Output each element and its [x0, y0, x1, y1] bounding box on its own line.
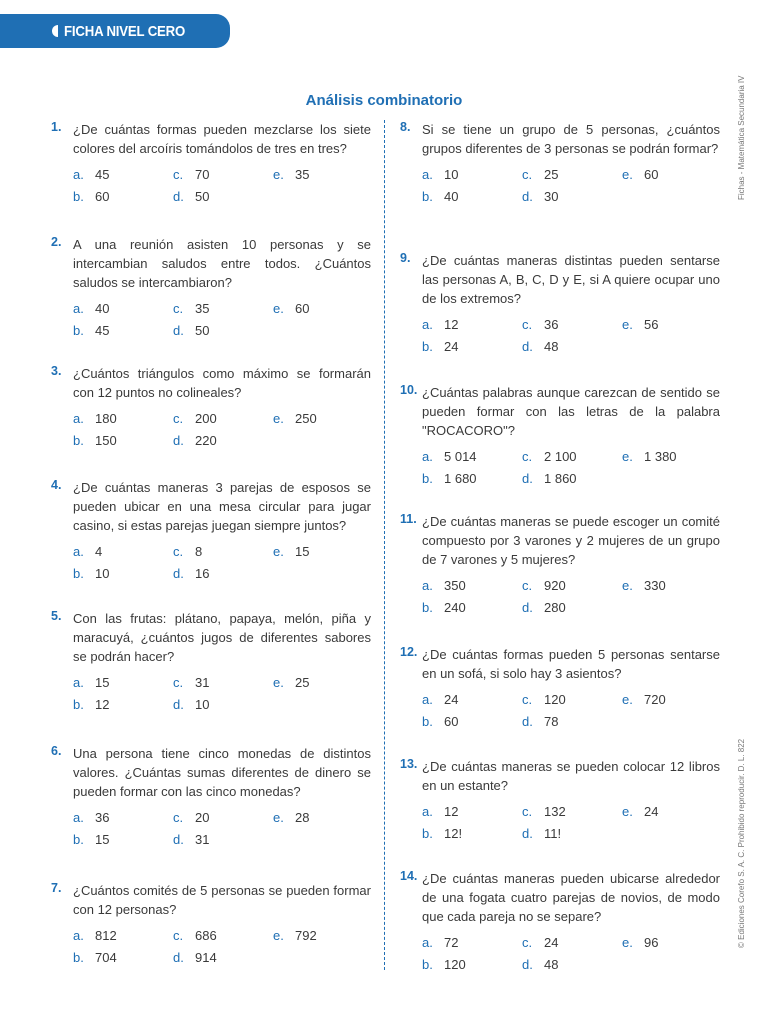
question-text: Una persona tiene cinco monedas de distintos valores. ¿Cuántas sumas diferentes de dinero se pueden formar con las cinco monedas?	[73, 746, 371, 799]
option-value: 60	[644, 167, 659, 182]
answer-option	[73, 830, 173, 849]
option-value: 250	[295, 411, 317, 426]
question-text: Si se tiene un grupo de 5 personas, ¿cuántos grupos diferentes de 3 personas se podrán formar?	[422, 122, 720, 156]
option-value: 1 680	[444, 471, 477, 486]
answer-option	[422, 165, 522, 184]
option-value: 30	[544, 189, 559, 204]
question-item	[400, 383, 720, 488]
answer-option	[422, 315, 522, 334]
question-text: ¿De cuántas maneras se puede escoger un comité compuesto por 3 varones y 2 mujeres de un grupo de 7 varones y 5 mujeres?	[422, 514, 720, 567]
option-value: 24	[644, 804, 659, 819]
option-value: 704	[95, 950, 117, 965]
answer-option	[173, 299, 273, 318]
answer-option	[422, 955, 522, 974]
option-value: 16	[195, 566, 210, 581]
answer-options	[422, 576, 720, 617]
option-value: 330	[644, 578, 666, 593]
question-item	[51, 364, 371, 450]
answer-option	[422, 598, 522, 617]
question-number: 1.	[51, 120, 62, 134]
answer-option	[173, 409, 273, 428]
option-value: 120	[444, 957, 466, 972]
answer-option	[522, 447, 622, 466]
option-letter: e.	[273, 928, 284, 943]
option-value: 60	[95, 189, 110, 204]
option-letter: a.	[73, 411, 84, 426]
answer-option	[73, 948, 173, 967]
option-value: 40	[95, 301, 110, 316]
option-letter: c.	[173, 167, 184, 182]
option-value: 350	[444, 578, 466, 593]
option-letter: b.	[422, 600, 433, 615]
question-item	[400, 251, 720, 356]
option-value: 12	[95, 697, 110, 712]
question-item	[400, 757, 720, 843]
option-letter: d.	[522, 339, 533, 354]
question-text: ¿De cuántas maneras distintas pueden sentarse las personas A, B, C, D y E, si A quiere ocupar uno de los extremos?	[422, 253, 720, 306]
answer-option	[522, 690, 622, 709]
option-value: 60	[444, 714, 459, 729]
answer-option	[522, 337, 622, 356]
answer-options	[422, 933, 720, 974]
question-number: 10.	[400, 383, 418, 397]
question-number: 6.	[51, 744, 62, 758]
option-value: 240	[444, 600, 466, 615]
option-letter: c.	[173, 544, 184, 559]
option-letter: e.	[273, 301, 284, 316]
option-value: 24	[544, 935, 559, 950]
option-letter: b.	[73, 189, 84, 204]
option-letter: d.	[173, 189, 184, 204]
answer-option	[73, 165, 173, 184]
option-value: 31	[195, 832, 210, 847]
option-value: 96	[644, 935, 659, 950]
header-label: FICHA NIVEL CERO	[64, 22, 186, 40]
option-letter: b.	[422, 339, 433, 354]
answer-option	[173, 695, 273, 714]
option-value: 2 100	[544, 449, 577, 464]
option-value: 48	[544, 957, 559, 972]
option-letter: d.	[522, 600, 533, 615]
page-title: Análisis combinatorio	[305, 92, 463, 109]
answer-option	[522, 712, 622, 731]
option-value: 45	[95, 167, 110, 182]
option-letter: a.	[422, 935, 433, 950]
answer-option	[522, 576, 622, 595]
option-letter: a.	[422, 317, 433, 332]
option-letter: d.	[522, 957, 533, 972]
option-letter: c.	[173, 810, 184, 825]
answer-option	[173, 165, 273, 184]
question-number: 11.	[400, 512, 417, 526]
question-number: 13.	[400, 757, 418, 771]
answer-option	[422, 690, 522, 709]
answer-option	[522, 469, 622, 488]
option-letter: c.	[173, 411, 184, 426]
option-value: 120	[544, 692, 566, 707]
question-text: ¿Cuántos triángulos como máximo se formarán con 12 puntos no colineales?	[73, 366, 371, 400]
answer-option	[622, 802, 722, 821]
answer-option	[73, 564, 173, 583]
option-letter: c.	[173, 301, 184, 316]
option-value: 792	[295, 928, 317, 943]
option-value: 35	[295, 167, 310, 182]
question-item	[51, 609, 371, 714]
answer-option	[622, 165, 722, 184]
option-value: 10	[444, 167, 459, 182]
question-item	[400, 512, 720, 617]
answer-options	[422, 447, 720, 488]
option-letter: a.	[73, 301, 84, 316]
option-value: 1 860	[544, 471, 577, 486]
header-bullet-icon	[52, 25, 58, 37]
answer-option	[522, 824, 622, 843]
option-letter: b.	[73, 433, 84, 448]
option-value: 12!	[444, 826, 463, 841]
option-value: 40	[444, 189, 459, 204]
question-text: A una reunión asisten 10 personas y se intercambian saludos entre todos. ¿Cuántos saludos se intercambiaron?	[73, 237, 371, 290]
option-value: 25	[295, 675, 310, 690]
answer-option	[273, 673, 373, 692]
option-value: 920	[544, 578, 566, 593]
answer-option	[173, 948, 273, 967]
answer-option	[173, 926, 273, 945]
option-value: 8	[195, 544, 203, 559]
question-text: ¿De cuántas formas pueden mezclarse los siete colores del arcoíris tomándolos de tres en tres?	[73, 122, 371, 156]
answer-option	[73, 673, 173, 692]
question-number: 2.	[51, 235, 62, 249]
option-letter: c.	[522, 578, 533, 593]
option-letter: a.	[73, 544, 84, 559]
answer-option	[73, 187, 173, 206]
side-note-copyright: © Ediciones Corefo S. A. C. Prohibido reproducir. D. L. 822	[737, 738, 746, 948]
answer-option	[522, 165, 622, 184]
option-letter: e.	[273, 544, 284, 559]
answer-options	[73, 542, 371, 583]
option-value: 10	[195, 697, 210, 712]
option-value: 60	[295, 301, 310, 316]
answer-option	[273, 808, 373, 827]
option-letter: e.	[622, 167, 633, 182]
option-letter: e.	[622, 692, 633, 707]
option-letter: e.	[273, 411, 284, 426]
question-text: ¿Cuántas palabras aunque carezcan de sentido se pueden formar con las letras de la palabra "ROCACORO"?	[422, 385, 720, 438]
option-letter: e.	[622, 804, 633, 819]
option-letter: b.	[422, 714, 433, 729]
option-letter: b.	[73, 697, 84, 712]
option-value: 45	[95, 323, 110, 338]
answer-option	[522, 933, 622, 952]
option-letter: b.	[73, 566, 84, 581]
option-letter: d.	[173, 950, 184, 965]
option-letter: c.	[173, 928, 184, 943]
answer-option	[273, 299, 373, 318]
option-value: 914	[195, 950, 217, 965]
option-value: 12	[444, 317, 459, 332]
question-number: 9.	[400, 251, 411, 265]
option-value: 132	[544, 804, 566, 819]
option-letter: e.	[622, 317, 633, 332]
option-letter: c.	[522, 317, 533, 332]
option-letter: b.	[73, 832, 84, 847]
option-letter: e.	[273, 675, 284, 690]
option-letter: a.	[73, 675, 84, 690]
option-letter: c.	[522, 804, 533, 819]
answer-option	[173, 321, 273, 340]
option-value: 5 014	[444, 449, 477, 464]
option-value: 56	[644, 317, 659, 332]
option-letter: b.	[73, 950, 84, 965]
answer-option	[422, 712, 522, 731]
option-value: 10	[95, 566, 110, 581]
option-letter: e.	[622, 935, 633, 950]
question-item	[400, 869, 720, 974]
option-value: 24	[444, 339, 459, 354]
answer-option	[273, 542, 373, 561]
option-letter: e.	[273, 810, 284, 825]
option-value: 12	[444, 804, 459, 819]
answer-option	[173, 187, 273, 206]
answer-options	[73, 409, 371, 450]
answer-option	[522, 802, 622, 821]
question-text: ¿Cuántos comités de 5 personas se pueden formar con 12 personas?	[73, 883, 371, 917]
answer-option	[73, 926, 173, 945]
option-value: 36	[95, 810, 110, 825]
option-letter: a.	[73, 928, 84, 943]
option-value: 28	[295, 810, 310, 825]
answer-option	[622, 576, 722, 595]
answer-option	[73, 542, 173, 561]
header-tab	[0, 14, 230, 48]
question-item	[51, 744, 371, 849]
option-letter: a.	[422, 167, 433, 182]
option-letter: c.	[173, 675, 184, 690]
question-item	[51, 120, 371, 206]
option-value: 180	[95, 411, 117, 426]
answer-option	[173, 542, 273, 561]
answer-option	[522, 315, 622, 334]
answer-option	[522, 187, 622, 206]
answer-option	[622, 690, 722, 709]
question-number: 8.	[400, 120, 411, 134]
option-value: 720	[644, 692, 666, 707]
option-letter: b.	[422, 471, 433, 486]
option-letter: e.	[622, 449, 633, 464]
option-value: 36	[544, 317, 559, 332]
option-value: 11!	[544, 826, 562, 841]
option-value: 4	[95, 544, 103, 559]
option-letter: d.	[173, 323, 184, 338]
option-letter: a.	[422, 692, 433, 707]
option-letter: b.	[422, 957, 433, 972]
column-divider	[384, 120, 385, 970]
option-value: 72	[444, 935, 459, 950]
option-letter: a.	[73, 167, 84, 182]
option-value: 48	[544, 339, 559, 354]
answer-option	[422, 187, 522, 206]
option-letter: d.	[173, 697, 184, 712]
answer-option	[422, 824, 522, 843]
option-letter: a.	[73, 810, 84, 825]
option-value: 24	[444, 692, 459, 707]
question-item	[51, 235, 371, 340]
answer-options	[422, 315, 720, 356]
option-letter: c.	[522, 692, 533, 707]
question-text: ¿De cuántas maneras pueden ubicarse alrededor de una fogata cuatro parejas de novios, de modo que cada pareja no se separe?	[422, 871, 720, 924]
option-value: 20	[195, 810, 210, 825]
option-value: 15	[95, 675, 110, 690]
option-letter: d.	[522, 471, 533, 486]
question-text: ¿De cuántas formas pueden 5 personas sentarse en un sofá, si solo hay 3 asientos?	[422, 647, 720, 681]
answer-option	[522, 955, 622, 974]
option-letter: d.	[173, 433, 184, 448]
question-text: ¿De cuántas maneras se pueden colocar 12 libros en un estante?	[422, 759, 720, 793]
answer-option	[73, 808, 173, 827]
answer-option	[422, 469, 522, 488]
option-value: 15	[295, 544, 310, 559]
answer-options	[73, 808, 371, 849]
option-letter: c.	[522, 935, 533, 950]
answer-option	[173, 830, 273, 849]
answer-option	[422, 337, 522, 356]
answer-options	[422, 165, 720, 206]
option-letter: b.	[73, 323, 84, 338]
answer-option	[173, 431, 273, 450]
answer-option	[422, 802, 522, 821]
question-item	[51, 881, 371, 967]
option-value: 78	[544, 714, 559, 729]
option-letter: d.	[173, 566, 184, 581]
answer-option	[622, 315, 722, 334]
answer-option	[622, 447, 722, 466]
answer-options	[73, 926, 371, 967]
answer-options	[73, 165, 371, 206]
option-value: 812	[95, 928, 117, 943]
option-letter: a.	[422, 578, 433, 593]
answer-option	[73, 409, 173, 428]
option-letter: e.	[273, 167, 284, 182]
option-value: 220	[195, 433, 217, 448]
option-value: 35	[195, 301, 210, 316]
question-number: 4.	[51, 478, 62, 492]
option-value: 150	[95, 433, 117, 448]
option-letter: b.	[422, 189, 433, 204]
answer-option	[73, 299, 173, 318]
answer-option	[622, 933, 722, 952]
option-letter: e.	[622, 578, 633, 593]
answer-option	[422, 576, 522, 595]
answer-options	[73, 299, 371, 340]
option-letter: d.	[173, 832, 184, 847]
answer-options	[422, 802, 720, 843]
option-letter: a.	[422, 449, 433, 464]
question-item	[400, 645, 720, 731]
answer-option	[273, 409, 373, 428]
answer-option	[522, 598, 622, 617]
option-letter: a.	[422, 804, 433, 819]
option-letter: d.	[522, 714, 533, 729]
answer-option	[173, 808, 273, 827]
question-number: 5.	[51, 609, 62, 623]
answer-option	[173, 673, 273, 692]
question-number: 7.	[51, 881, 62, 895]
question-number: 14.	[400, 869, 418, 883]
answer-option	[273, 926, 373, 945]
question-item	[51, 478, 371, 583]
answer-option	[73, 431, 173, 450]
option-value: 50	[195, 189, 210, 204]
question-item	[400, 120, 720, 206]
option-value: 686	[195, 928, 217, 943]
option-value: 50	[195, 323, 210, 338]
question-text: ¿De cuántas maneras 3 parejas de esposos se pueden ubicar en una mesa circular para jugar casino, si estas parejas juegan siempre juntos?	[73, 480, 371, 533]
option-letter: d.	[522, 826, 533, 841]
option-value: 280	[544, 600, 566, 615]
option-letter: b.	[422, 826, 433, 841]
option-value: 31	[195, 675, 210, 690]
option-value: 70	[195, 167, 210, 182]
answer-option	[422, 933, 522, 952]
answer-option	[273, 165, 373, 184]
question-text: Con las frutas: plátano, papaya, melón, piña y maracuyá, ¿cuántos jugos de diferentes sabores se podrán hacer?	[73, 611, 371, 664]
answer-options	[422, 690, 720, 731]
question-number: 12.	[400, 645, 418, 659]
answer-option	[422, 447, 522, 466]
side-note-top: Fichas - Matemática Secundaria IV	[737, 75, 746, 200]
answer-option	[173, 564, 273, 583]
answer-options	[73, 673, 371, 714]
option-value: 25	[544, 167, 559, 182]
option-value: 200	[195, 411, 217, 426]
option-letter: c.	[522, 167, 533, 182]
option-value: 15	[95, 832, 110, 847]
question-number: 3.	[51, 364, 62, 378]
option-letter: d.	[522, 189, 533, 204]
option-value: 1 380	[644, 449, 677, 464]
answer-option	[73, 321, 173, 340]
answer-option	[73, 695, 173, 714]
option-letter: c.	[522, 449, 533, 464]
